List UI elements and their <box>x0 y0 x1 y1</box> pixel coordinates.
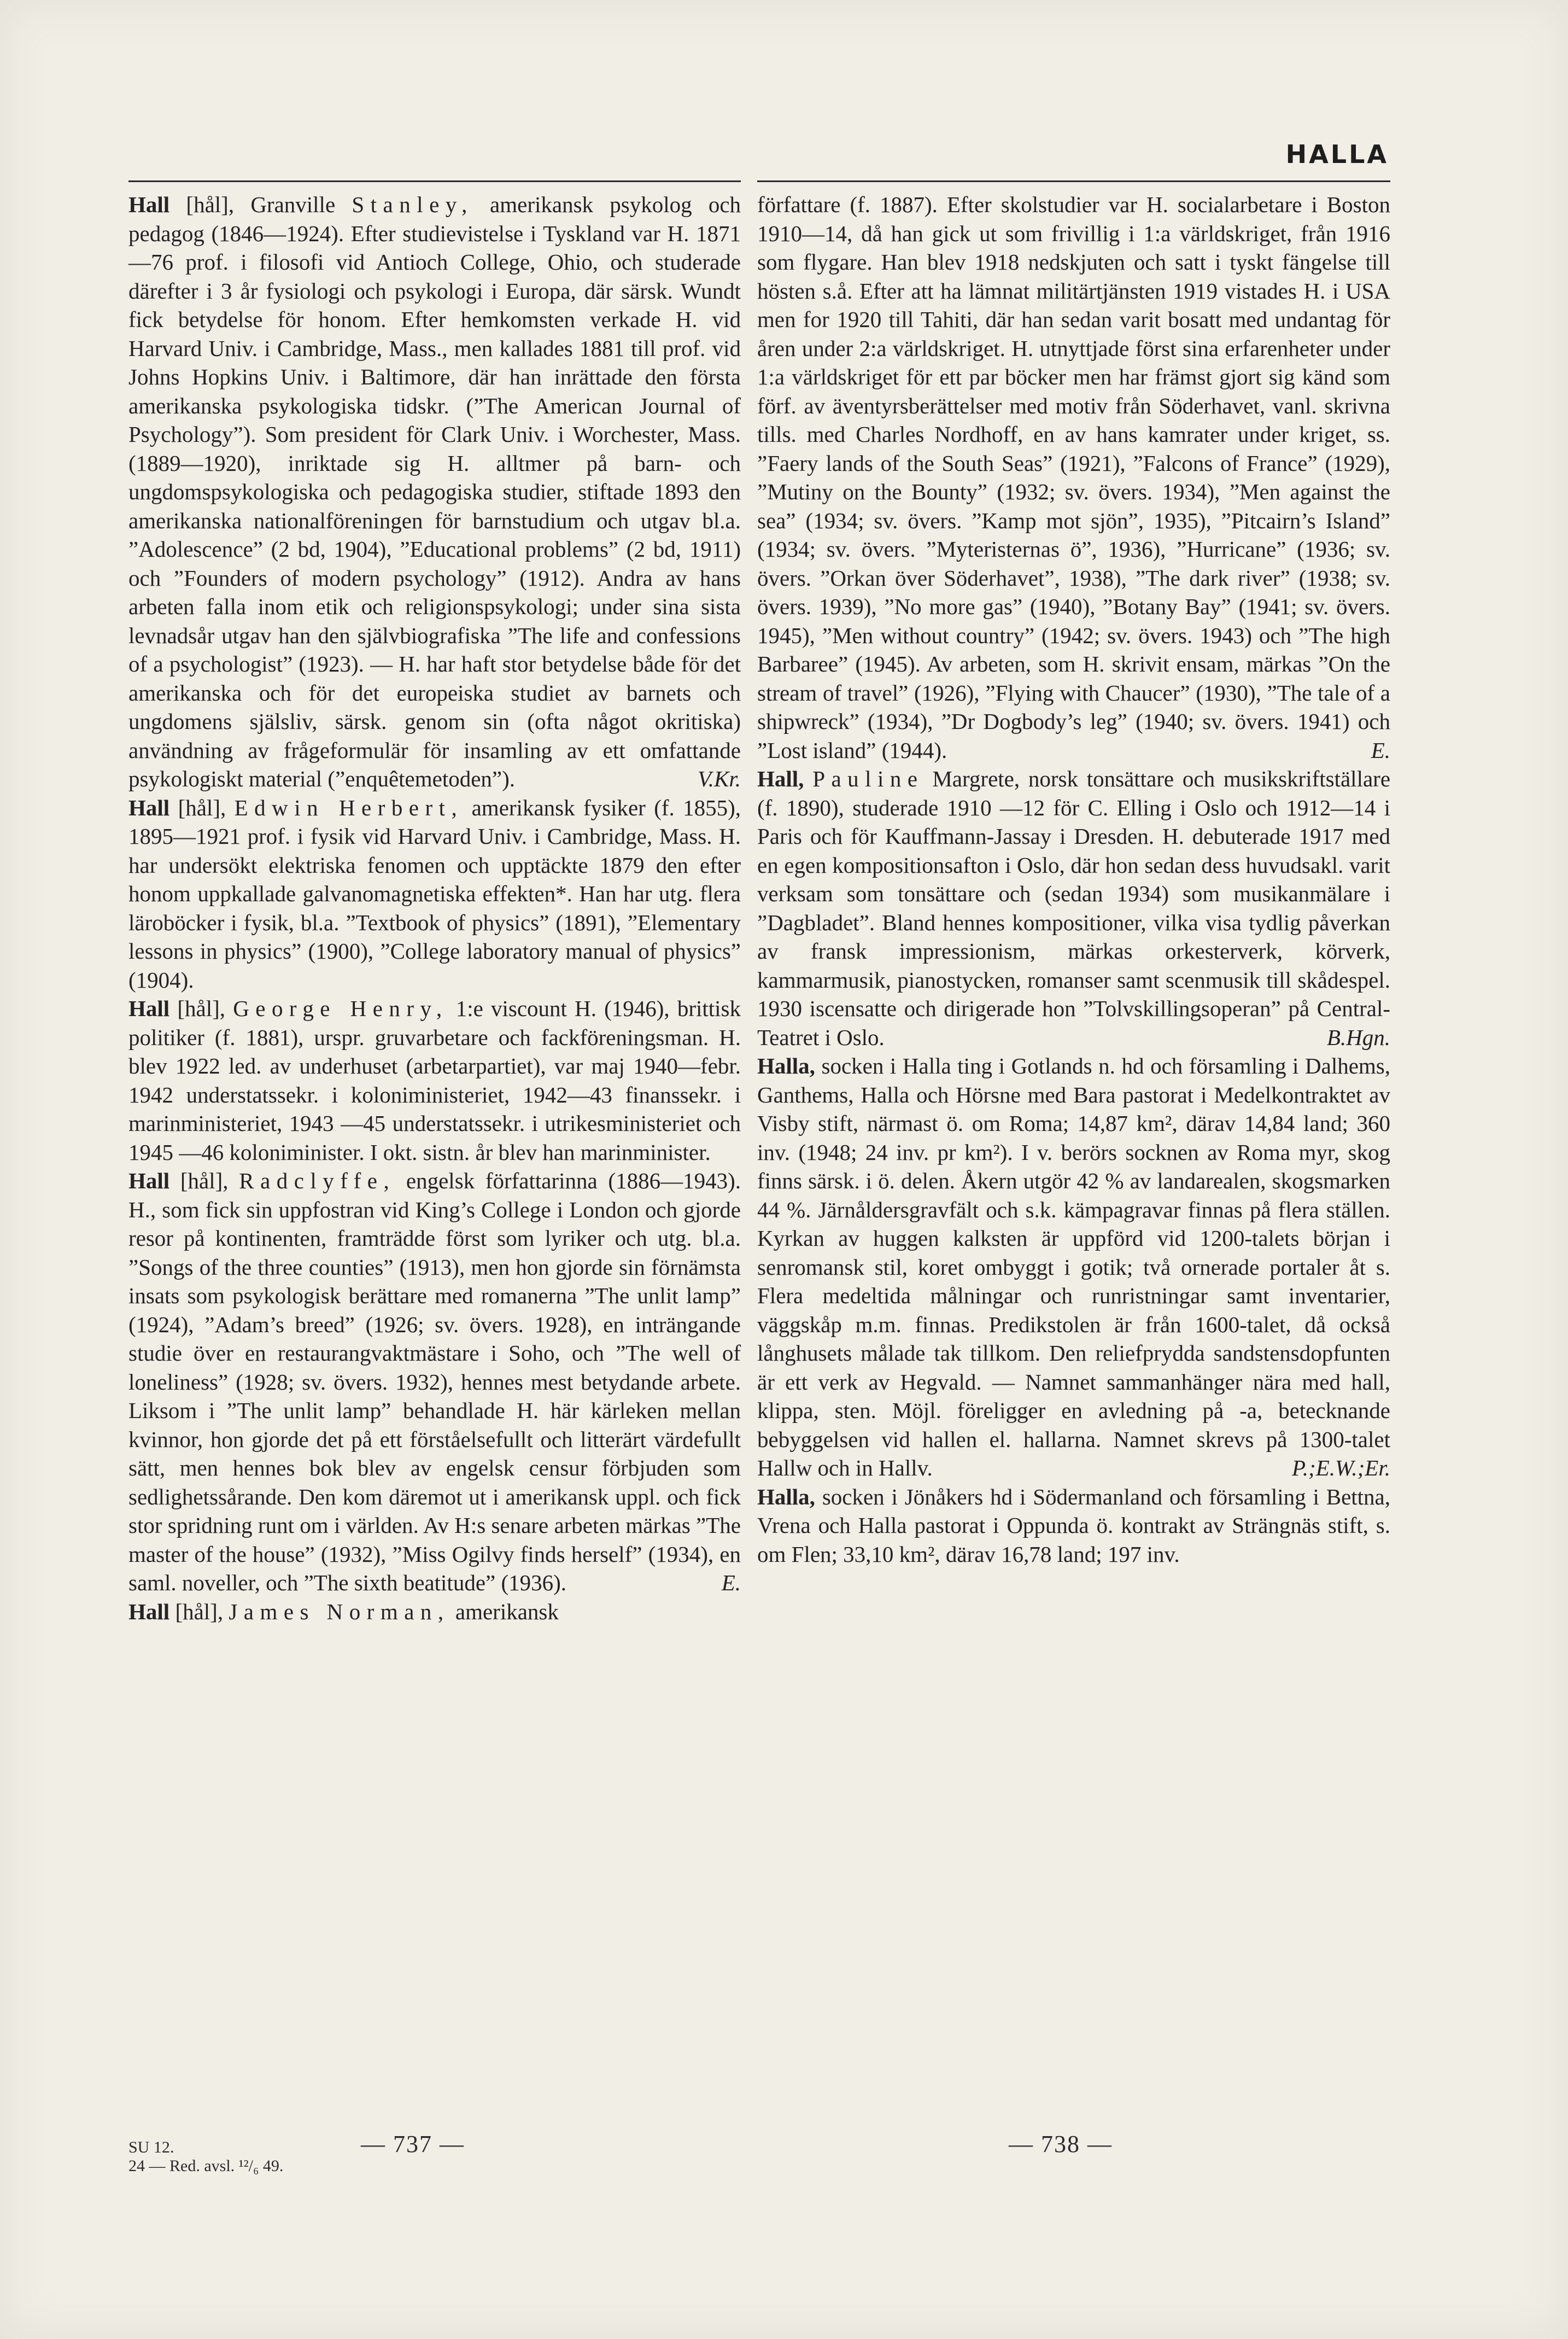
entry-hall-edwin <box>128 794 741 995</box>
entry-hall-radclyffe <box>128 1166 741 1597</box>
entry-signature: E. <box>721 1570 741 1595</box>
entry-body: Margrete, norsk tonsättare och musikskriftställare (f. 1890), studerade 1910 —12 för C. Elling i Oslo och 1912—14 i Paris och för Kauffmann-Jassay i Dresden. H. debuterade 1917 med en egen kompositionsafton i Oslo, där hon sedan dess huvudsakl. varit verksam som tonsättare och (sedan 1934) som musikanmälare i ”Dagbladet”. Bland hennes kompositioner, vilka visa tydlig påverkan av fransk impressionism, märkas orkesterverk, körverk, kammarmusik, pianostycken, romanser samt scenmusik till skådespel. 1930 iscensatte och dirigerade hon ”Tolvskillingsoperan” på Central-Teatret i Oslo. <box>757 766 1391 1050</box>
printer-note-line-2: 24 — Red. avsl. ¹²/₆ 49. <box>128 2157 284 2175</box>
entry-headword: Hall <box>128 795 170 820</box>
entry-spaced-name: Pauline <box>812 766 924 791</box>
entry-spaced-name: Edwin Herbert, <box>234 795 464 820</box>
page-number-left: — 737 — <box>361 2131 465 2157</box>
entry-headword: Halla, <box>757 1484 815 1509</box>
entry-headword: Hall <box>128 192 170 217</box>
entry-headword: Halla, <box>757 1053 815 1078</box>
entry-headword: Hall <box>128 1599 170 1624</box>
entry-headword: Hall <box>128 996 170 1021</box>
entry-given-name: Granville <box>250 192 336 217</box>
right-column <box>757 190 1390 1568</box>
entry-signature: E. <box>1371 737 1390 763</box>
entry-spaced-name: Stanley, <box>352 192 473 217</box>
entry-pronunciation: [hål], <box>177 996 226 1021</box>
printer-note <box>128 2138 283 2175</box>
entry-hall-pauline <box>757 765 1390 1052</box>
entry-halla-sodermanland <box>757 1483 1390 1569</box>
entry-pronunciation: [hål], <box>180 1168 229 1193</box>
entry-body: socken i Halla ting i Gotlands n. hd och församling i Dalhems, Ganthems, Halla och Hörsne med Bara pastorat i Medelkontraktet av Visby stift, närmast ö. om Roma; 14,87 km², därav 14,84 land; 360 inv. (1948; 24 inv. pr km²). I v. berörs socknen av Roma myr, skog finns särsk. i ö. delen. Åkern utgör 42 % av landarealen, skogsmarken 44 %. Järnåldersgravfält och s.k. kämpagravar finnas på flera ställen. Kyrkan av huggen kalksten är uppförd vid 1200-talets början i senromansk stil, koret ombyggt i gotik; två ornerade portaler åt s. Flera medeltida målningar och runristningar samt inventarier, väggskåp m.m. finnas. Predikstolen är från 1600-talet, då också långhusets målade tak tillkom. Den reliefprydda sandstensdopfunten är ett verk av Hegvald. — Namnet sammanhänger nära med hall, klippa, sten. Möjl. föreligger en avledning på -a, betecknande bebyggelsen vid hallen el. hallarna. Namnet skrevs på 1300-talet Hallw och in Hallv. <box>757 1053 1390 1480</box>
entry-spaced-name: Radclyffe, <box>239 1168 396 1193</box>
entry-halla-gotland <box>757 1052 1390 1483</box>
entry-spaced-name: James Norman, <box>229 1599 450 1624</box>
entry-hall-james-continued <box>757 190 1390 765</box>
entry-body: socken i Jönåkers hd i Södermanland och församling i Bettna, Vrena och Halla pastorat i Oppunda ö. kontrakt av Strängnäs stift, s. om Flen; 33,10 km², därav 16,78 land; 197 inv. <box>757 1484 1391 1567</box>
entry-pronunciation: [hål], <box>175 1599 224 1624</box>
entry-hall-james <box>128 1597 741 1626</box>
left-column <box>128 190 741 1626</box>
entry-body: engelsk författarinna (1886—1943). H., som fick sin uppfostran vid King’s College i London och gjorde resor på kontinenten, framträdde först som lyriker och utg. bl.a. ”Songs of the three counties” (1913), men hon gjorde sin förnämsta insats som psykologisk berättare med romanerna ”The unlit lamp” (1924), ”Adam’s breed” (1926; sv. övers. 1928), en inträngande studie över en restaurangvaktmästare i Soho, och ”The well of loneliness” (1928; sv. övers. 1932), hennes mest betydande arbete. Liksom i ”The unlit lamp” behandlade H. här kärleken mellan kvinnor, hon gjorde det på ett förståelsefullt och litterärt värdefullt sätt, men hennes bok blev av engelsk censur förbjuden som sedlighetssårande. Den kom däremot ut i amerikansk uppl. och fick stor spridning runt om i världen. Av H:s senare arbeten märkas ”The master of the house” (1932), ”Miss Ogilvy finds herself” (1934), en saml. noveller, och ”The sixth beatitude” (1936). <box>128 1168 741 1595</box>
running-title: HALLA <box>1285 139 1389 169</box>
entry-pronunciation: [hål], <box>186 192 235 217</box>
printer-note-line-1: SU 12. <box>128 2138 174 2156</box>
entry-body: 1:e viscount H. (1946), brittisk politiker (f. 1881), urspr. gruvarbetare och fackföreningsman. H. blev 1922 led. av underhuset (arbetarpartiet), var maj 1940—febr. 1942 understatssekr. i koloniministeriet, 1942—43 finanssekr. i marinministeriet, 1943 —45 understatssekr. i utrikesministeriet och 1945 —46 koloniminister. I okt. sistn. år blev han marinminister. <box>128 996 741 1165</box>
entry-signature: V.Kr. <box>697 766 741 791</box>
header-rule-left <box>128 180 741 182</box>
entry-signature: P.;E.W.;Er. <box>1292 1455 1390 1480</box>
entry-spaced-name: George Henry, <box>233 996 448 1021</box>
page-number-right: — 738 — <box>1009 2131 1113 2157</box>
entry-body: författare (f. 1887). Efter skolstudier var H. socialarbetare i Boston 1910—14, då han gick ut som frivillig i 1:a världskriget, från 1916 som flygare. Han blev 1918 nedskjuten och satt i tyskt fängelse till hösten s.å. Efter att ha lämnat militärtjänsten 1919 vistades H. i USA men for 1920 till Tahiti, där han sedan varit bosatt med undantag för åren under 2:a världskriget. H. utnyttjade först sina erfarenheter under 1:a världskriget för ett par böcker men har främst gjort sig känd som förf. av äventyrsberättelser med motiv från Söderhavet, vanl. skrivna tills. med Charles Nordhoff, en av hans kamrater under kriget, ss. ”Faery lands of the South Seas” (1921), ”Falcons of France” (1929), ”Mutiny on the Bounty” (1932; sv. övers. 1934), ”Men against the sea” (1934; sv. övers. ”Kamp mot sjön”, 1935), ”Pitcairn’s Island” (1934; sv. övers. ”Myteristernas ö”, 1936), ”Hurricane” (1936; sv. övers. ”Orkan över Söderhavet”, 1938), ”The dark river” (1938; sv. övers. 1939), ”No more gas” (1940), ”Botany Bay” (1941; sv. övers. 1945), ”Men without country” (1942; sv. övers. 1943) och ”The high Barbaree” (1945). Av arbeten, som H. skrivit ensam, märkas ”On the stream of travel” (1926), ”Flying with Chaucer” (1930), ”The tale of a shipwreck” (1934), ”Dr Dogbody’s leg” (1940; sv. övers. 1941) och ”Lost island” (1944). <box>757 192 1390 763</box>
entry-body: amerikansk <box>455 1599 559 1624</box>
entry-headword: Hall, <box>757 766 804 791</box>
entry-signature: B.Hgn. <box>1326 1024 1390 1050</box>
entry-body: amerikansk fysiker (f. 1855), 1895—1921 prof. i fysik vid Harvard Univ. i Cambridge, Mass. H. har undersökt elektriska fenomen och upptäckte 1879 den efter honom uppkallade galvanomagnetiska effekten*. Han har utg. flera läroböcker i fysik, bl.a. ”Textbook of physics” (1891), ”Elementary lessons in physics” (1900), ”College laboratory manual of physics” (1904). <box>128 795 741 993</box>
entry-body: amerikansk psykolog och pedagog (1846—1924). Efter studievistelse i Tyskland var H. 1871—76 prof. i filosofi vid Antioch College, Ohio, och studerade därefter i 3 år fysiologi och psykologi i Europa, där särsk. Wundt fick betydelse för honom. Efter hemkomsten verkade H. vid Harvard Univ. i Cambridge, Mass., men kallades 1881 till prof. vid Johns Hopkins Univ. i Baltimore, där han inrättade den första amerikanska psykologiska tidskr. (”The American Journal of Psychology”). Som president för Clark Univ. i Worchester, Mass. (1889—1920), inriktade sig H. alltmer på barn- och ungdomspsykologiska och pedagogiska studier, stiftade 1893 den amerikanska nationalföreningen för barnstudium och utgav bl.a. ”Adolescence” (2 bd, 1904), ”Educational problems” (2 bd, 1911) och ”Founders of modern psychology” (1912). Andra av hans arbeten falla inom etik och religionspsykologi; under sina sista levnadsår utgav han den självbiografiska ”The life and confessions of a psychologist” (1923). — H. har haft stor betydelse både för det amerikanska och för det europeiska studiet av barnets och ungdomens själsliv, särsk. genom sin (ofta något okritiska) användning av frågeformulär för insamling av ett omfattande psykologiskt material (”enquêtemetoden”). <box>128 192 741 791</box>
entry-headword: Hall <box>128 1168 170 1193</box>
header-rule-right <box>757 180 1390 182</box>
entry-hall-granville <box>128 190 741 794</box>
entry-pronunciation: [hål], <box>178 795 226 820</box>
entry-hall-george <box>128 994 741 1166</box>
